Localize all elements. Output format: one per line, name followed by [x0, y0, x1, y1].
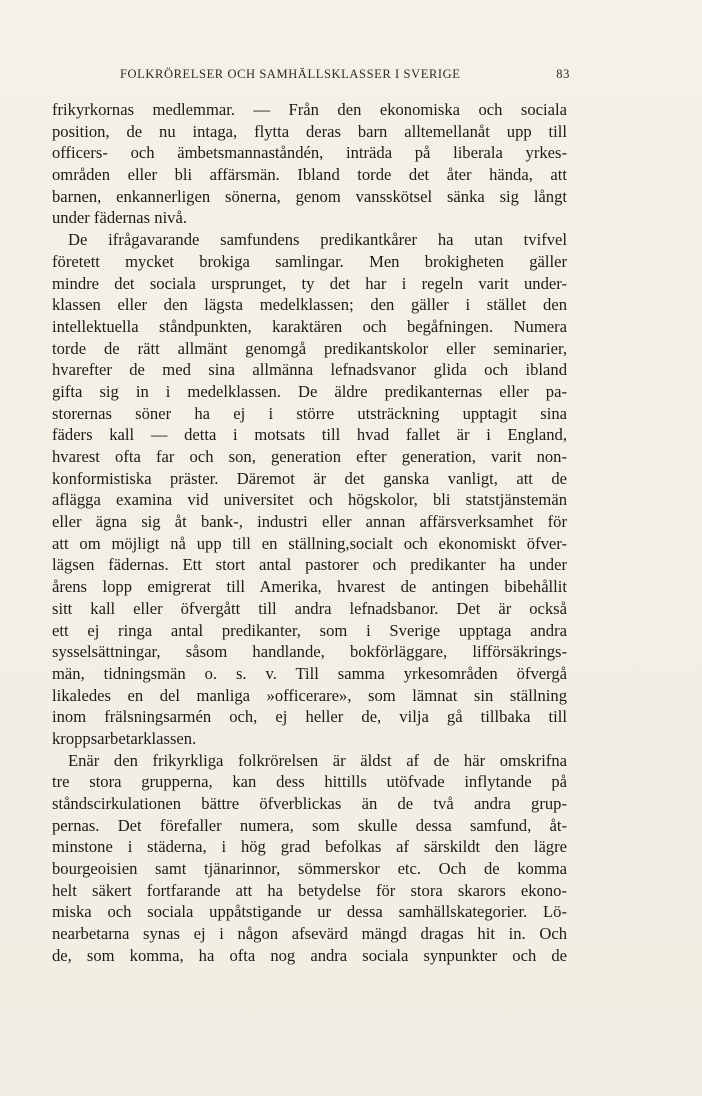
text-line: inom frälsningsarmén och, ej heller de, vilja gå tillbaka till — [52, 707, 567, 727]
text-line: fäders kall — detta i motsats till hvad fallet är i England, — [52, 425, 567, 445]
running-title: FOLKRÖRELSER OCH SAMHÄLLSKLASSER I SVERIGE — [120, 67, 461, 81]
text-line: pernas. Det förefaller numera, som skulle dessa samfund, åt- — [52, 815, 567, 835]
text-line: sitt kall eller öfvergått till andra lefnadsbanor. Det är också — [52, 598, 567, 618]
text-line: storernas söner ha ej i större utsträckning upptagit sina — [52, 403, 567, 423]
text-line: minstone i städerna, i hög grad befolkas af särskildt den lägre — [52, 837, 567, 857]
text-line: tre stora grupperna, kan dess hittills utöfvade inflytande på — [52, 772, 567, 792]
text-line: Enär den frikyrkliga folkrörelsen är äldst af de här omskrifna — [68, 750, 567, 770]
text-line: likaledes en del manliga »officerare», som lämnat sin ställning — [52, 685, 567, 705]
text-line: bourgeoisien samt tjänarinnor, sömmerskor etc. Och de komma — [52, 859, 567, 879]
text-line: mindre det sociala ursprunget, ty det har i regeln varit under- — [52, 273, 567, 293]
text-line: De ifrågavarande samfundens predikantkårer ha utan tvifvel — [68, 230, 567, 250]
text-line: eller ägna sig åt bank-, industri eller annan affärsverksamhet för — [52, 512, 567, 532]
text-line: hvarefter de med sina allmänna lefnadsvanor glida och ibland — [52, 360, 567, 380]
text-line: ett ej ringa antal predikanter, som i Sverige upptaga andra — [52, 620, 567, 640]
text-line: aflägga examina vid universitet och högskolor, bli statstjänstemän — [52, 490, 567, 510]
page-header — [120, 67, 570, 85]
text-line: intellektuella ståndpunkten, karaktären och begåfningen. Numera — [52, 316, 567, 336]
text-line: miska och sociala uppåtstigande ur dessa samhällskategorier. Lö- — [52, 902, 567, 922]
text-line: lägsen fädernas. Ett stort antal pastorer och predikanter ha under — [52, 555, 567, 575]
text-line: hvarest ofta far och son, generation efter generation, varit non- — [52, 447, 567, 466]
text-line: officers- och ämbetsmannaståndén, inträda på liberala yrkes- — [52, 143, 567, 163]
page-number: 83 — [556, 67, 570, 81]
text-line: sysselsättningar, såsom handlande, bokförläggare, lifförsäkrings- — [52, 642, 567, 662]
text-line: frikyrkornas medlemmar. — Från den ekonomiska och sociala — [52, 100, 567, 119]
text-line: position, de nu intaga, flytta deras barn alltemellanåt upp till — [52, 121, 567, 141]
text-line: gifta sig in i medelklassen. De äldre predikanternas eller pa- — [52, 381, 567, 401]
text-line: under fädernas nivå. — [52, 208, 187, 228]
text-line: torde de rätt allmänt genomgå predikantskolor eller seminarier, — [52, 338, 567, 358]
body-text — [52, 99, 567, 967]
text-line: nearbetarna synas ej i någon afsevärd mängd dragas hit in. Och — [52, 924, 567, 944]
text-line: företett mycket brokiga samlingar. Men brokigheten gäller — [52, 251, 567, 271]
text-line: de, som komma, ha ofta nog andra sociala synpunkter och de — [52, 945, 567, 965]
text-line: konformistiska präster. Däremot är det ganska vanligt, att de — [52, 468, 567, 488]
text-line: ståndscirkulationen bättre öfverblickas än de två andra grup- — [52, 794, 567, 813]
text-line: klassen eller den lägsta medelklassen; den gäller i stället den — [52, 295, 567, 315]
text-line: årens lopp emigrerat till Amerika, hvarest de antingen bibehållit — [52, 577, 567, 597]
text-line: kroppsarbetarklassen. — [52, 728, 197, 748]
text-line: att om möjligt nå upp till en ställning,socialt och ekonomiskt öfver- — [52, 533, 567, 553]
text-line: män, tidningsmän o. s. v. Till samma yrkesområden öfvergå — [52, 663, 567, 683]
text-line: områden eller bli affärsmän. Ibland torde det åter hända, att — [52, 165, 567, 185]
text-line: barnen, enkannerligen sönerna, genom vansskötsel sänka sig långt — [52, 186, 567, 206]
text-line: helt säkert fortfarande att ha betydelse för stora skarors ekono- — [52, 880, 567, 900]
